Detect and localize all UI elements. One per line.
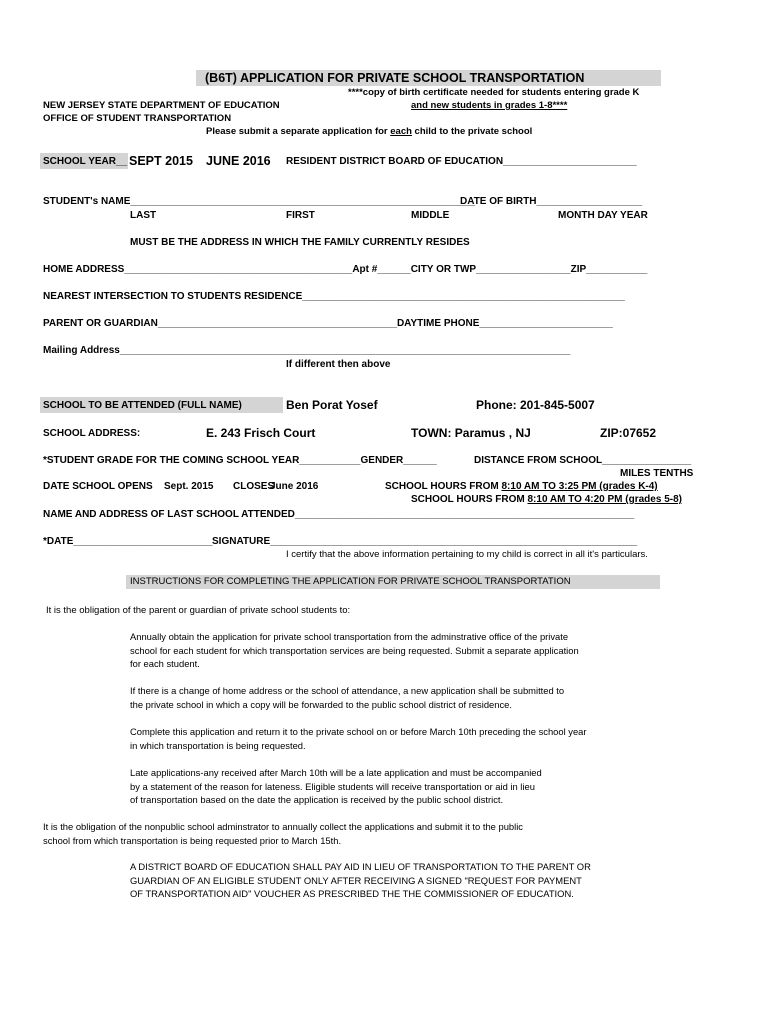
instructions-intro: It is the obligation of the parent or guardian of private school students to: (46, 605, 351, 616)
school-opens-value[interactable]: Sept. 2015 (164, 481, 214, 492)
submit-each: each (390, 126, 412, 137)
school-zip[interactable]: ZIP:07652 (600, 426, 657, 440)
miles-tenths-label: MILES TENTHS (620, 468, 694, 479)
instruction-paragraph-5 (43, 820, 523, 847)
date-field[interactable]: *DATE_________________________ (43, 536, 213, 547)
p4-line: Late applications-any received after March 10th will be a late application and must be accompanied (130, 767, 542, 778)
submit-instruction (206, 126, 532, 138)
instruction-paragraph-2 (130, 684, 564, 711)
school-closes-label: CLOSES (233, 481, 275, 492)
p6-line: GUARDIAN OF AN ELIGIBLE STUDENT ONLY AFTER RECEIVING A SIGNED "REQUEST FOR PAYMENT (130, 874, 582, 886)
p2-line: If there is a change of home address or the school of attendance, a new application shall be submitted to (130, 685, 565, 696)
p4-line: by a statement of the reason for lateness. Eligible students will receive transportation or aid in lieu (130, 780, 535, 792)
mailing-address-field[interactable]: Mailing Address_________________________________________________________________________________ (43, 345, 571, 356)
instruction-paragraph-6 (130, 860, 591, 901)
student-name-field[interactable]: STUDENT's NAME______________________________________________________________ (43, 196, 476, 207)
home-address-field[interactable]: HOME ADDRESS_________________________________________Apt #______CITY OR TWP_________________ZIP___________ (43, 264, 648, 275)
school-phone[interactable]: Phone: 201-845-5007 (476, 398, 595, 412)
submit-post: child to the private school (411, 126, 533, 137)
school-attended-label: SCHOOL TO BE ATTENDED (FULL NAME) (43, 400, 242, 411)
school-year-end[interactable]: JUNE 2016 (206, 154, 271, 168)
p5-line: school from which transportation is being requested prior to March 15th. (43, 834, 342, 846)
p1-line: Annually obtain the application for private school transportation from the adminstrative office of the private (130, 631, 569, 642)
school-town[interactable]: TOWN: Paramus , NJ (411, 426, 531, 440)
school-hours-2 (411, 494, 682, 506)
p4-line: of transportation based on the date the application is received by the public school district. (130, 794, 504, 805)
school-opens-label: DATE SCHOOL OPENS (43, 481, 153, 492)
school-hours-2-value[interactable]: 8:10 AM TO 4:20 PM (grades 5-8) (527, 494, 682, 505)
last-school-field[interactable]: NAME AND ADDRESS OF LAST SCHOOL ATTENDED_____________________________________________________________ (43, 509, 635, 520)
p5-line: It is the obligation of the nonpublic school adminstrator to annually collect the applications and submit it to the public (43, 821, 523, 832)
school-hours-2-label: SCHOOL HOURS FROM (411, 494, 528, 505)
intersection-field[interactable]: NEAREST INTERSECTION TO STUDENTS RESIDENCE__________________________________________________________ (43, 291, 625, 302)
col-last: LAST (130, 210, 157, 221)
school-hours-1-value[interactable]: 8:10 AM TO 3:25 PM (grades K-4) (501, 481, 658, 492)
school-hours-1-label: SCHOOL HOURS FROM (385, 481, 502, 492)
instruction-paragraph-4 (130, 766, 542, 807)
col-first: FIRST (286, 210, 315, 221)
col-month-day-year: MONTH DAY YEAR (558, 210, 648, 221)
birth-certificate-note-1: ****copy of birth certificate needed for students entering grade K (348, 87, 640, 98)
grade-gender-field[interactable]: *STUDENT GRADE FOR THE COMING SCHOOL YEAR___________GENDER______ (43, 455, 437, 466)
col-middle: MIDDLE (411, 210, 450, 221)
certify-statement: I certify that the above information pertaining to my child is correct in all it's particulars. (286, 549, 648, 560)
school-year-start[interactable]: SEPT 2015 (129, 154, 193, 168)
p1-line: for each student. (130, 658, 200, 669)
school-address[interactable]: E. 243 Frisch Court (206, 426, 316, 440)
p2-line: the private school in which a copy will be forwarded to the public school district of residence. (130, 698, 512, 710)
department-name: NEW JERSEY STATE DEPARTMENT OF EDUCATION (43, 100, 280, 111)
office-name: OFFICE OF STUDENT TRANSPORTATION (43, 113, 232, 124)
submit-pre: Please submit a separate application for (206, 126, 391, 137)
date-of-birth-field[interactable]: DATE OF BIRTH___________________ (460, 196, 643, 207)
p1-line: school for each student for which transportation services are being requested. Submit a separate application (130, 644, 579, 656)
school-hours-1 (385, 481, 658, 493)
p3-line: in which transportation is being requested. (130, 739, 306, 751)
resident-district-field[interactable]: RESIDENT DISTRICT BOARD OF EDUCATION________________________ (286, 156, 637, 167)
school-closes-value[interactable]: June 2016 (270, 481, 319, 492)
school-name[interactable]: Ben Porat Yosef (286, 398, 378, 412)
school-address-label: SCHOOL ADDRESS: (43, 428, 141, 439)
birth-certificate-note-2: and new students in grades 1-8**** (411, 100, 568, 111)
instruction-paragraph-3 (130, 725, 587, 752)
p6-line: OF TRANSPORTATION AID" VOUCHER AS PRESCRIBED THE THE COMMISSIONER OF EDUCATION. (130, 888, 574, 899)
p6-line: A DISTRICT BOARD OF EDUCATION SHALL PAY AID IN LIEU OF TRANSPORTATION TO THE PARENT OR (130, 861, 591, 872)
parent-guardian-field[interactable]: PARENT OR GUARDIAN___________________________________________DAYTIME PHONE________________________ (43, 318, 613, 329)
form-title: (B6T) APPLICATION FOR PRIVATE SCHOOL TRANSPORTATION (205, 71, 585, 85)
school-year-label: SCHOOL YEAR__ (43, 156, 128, 167)
distance-field[interactable]: DISTANCE FROM SCHOOL________________ (474, 455, 692, 466)
signature-field[interactable]: SIGNATURE__________________________________________________________________ (212, 536, 638, 547)
instruction-paragraph-1 (130, 630, 579, 671)
address-note: MUST BE THE ADDRESS IN WHICH THE FAMILY CURRENTLY RESIDES (130, 237, 470, 248)
instructions-heading: INSTRUCTIONS FOR COMPLETING THE APPLICATION FOR PRIVATE SCHOOL TRANSPORTATION (130, 576, 571, 587)
p3-line: Complete this application and return it to the private school on or before March 10th preceding the school year (130, 726, 587, 737)
if-different-note: If different then above (286, 359, 391, 370)
